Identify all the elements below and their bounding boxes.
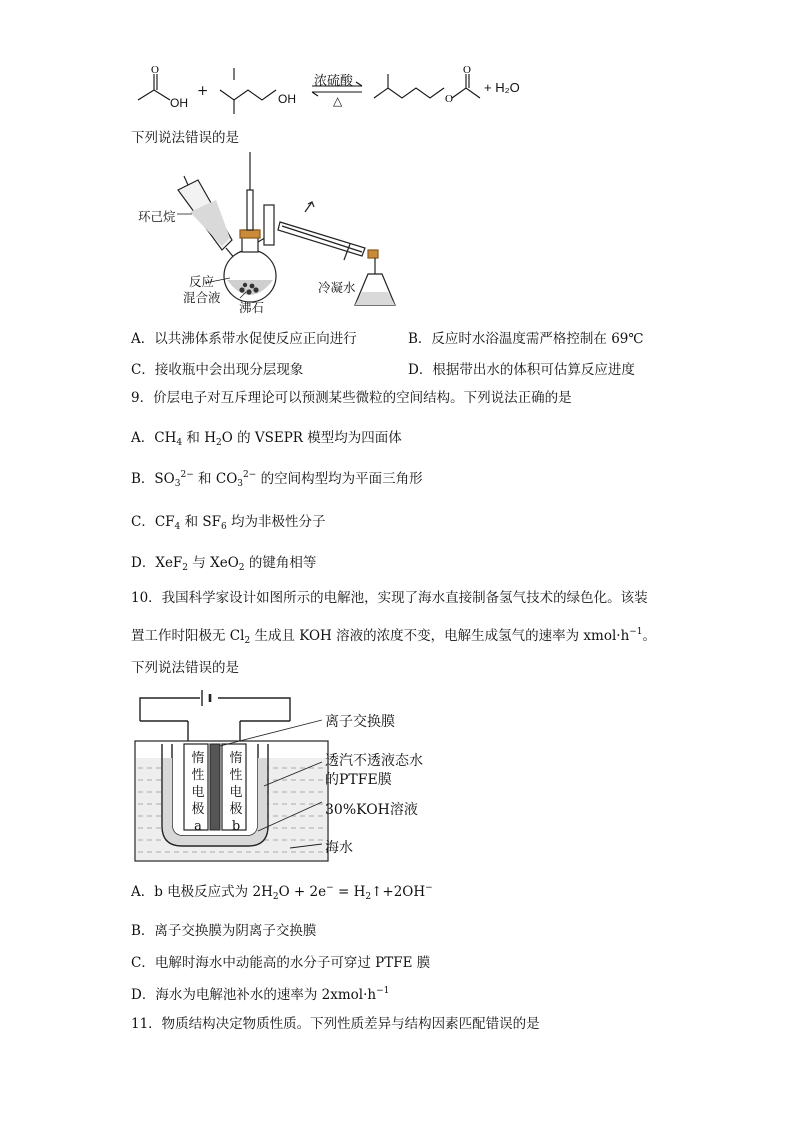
label-seawater: 海水 [325,840,353,856]
acetic-acid-o: O [151,64,159,76]
plus-sign: + [197,83,209,99]
isoamyl-acetate-skeleton [374,74,480,98]
acetic-acid-skeleton [138,74,170,100]
q9-option-a: A．$CH_4$ 和 $H_2O$ 的 VSEPR 模型均为四面体 [131,430,402,448]
q9-stem: 9．价层电子对互斥理论可以预测某些微粒的空间结构。下列说法正确的是 [131,390,572,406]
ester-carbonyl-o: O [463,64,471,76]
q8-stem: 下列说法错误的是 [131,130,239,146]
label-cold-water: 冷凝水 [318,280,356,295]
label-boiling-stone: 沸石 [239,300,265,315]
label-cyclohexane: 环己烷 [138,209,176,224]
ion-exchange-membrane [210,744,220,830]
q10-stem: 下列说法错误的是 [131,660,239,676]
q11-stem: 11．物质结构决定物质性质。下列性质差异与结构因素匹配错误的是 [131,1016,540,1032]
q9-option-c: C．$CF_4$ 和 $SF_6$ 均为非极性分子 [131,514,326,532]
alcohol-oh: OH [278,92,296,106]
acetic-acid-oh: OH [170,96,188,110]
label-koh: 30%KOH溶液 [325,802,418,818]
q8-option-d: D．根据带出水的体积可估算反应进度 [408,362,635,378]
wire-left [140,698,200,721]
q10-line-2: 置工作时阳极无 $Cl_2$ 生成且 KOH 溶液的浓度不变，电解生成氢气的速率为 $xmol\cdot h^{-1}$。 [131,627,657,646]
q8-option-c: C．接收瓶中会出现分层现象 [131,362,304,378]
distillation-apparatus [130,150,410,310]
label-ptfe-2: 的PTFE膜 [325,772,392,788]
ester-o-bridge: O [445,93,453,105]
q8-option-a: A．以共沸体系带水促使反应正向进行 [131,331,357,347]
label-ion-membrane: 离子交换膜 [325,714,395,730]
label-reaction-2: 混合液 [183,290,221,305]
label-ptfe-1: 透汽不透液态水 [325,753,423,769]
q10-option-b: B．离子交换膜为阴离子交换膜 [131,923,317,939]
q9-option-d: D．XeF$_2$ 与 XeO$_2$ 的键角相等 [131,555,317,573]
heat-symbol: △ [333,94,343,108]
wire-right [218,698,290,721]
isoamyl-alcohol-skeleton [220,68,276,114]
electrode-b-label: 惰 性 电 极 b [229,751,243,834]
label-reaction-1: 反应 [189,274,215,289]
catalyst-label: 浓硫酸 [314,74,354,89]
q9-option-b: B．$SO_3^{2-}$ 和 $CO_3^{2-}$ 的空间构型均为平面三角形 [131,470,423,489]
electrode-a-label: 惰 性 电 极 a [191,751,205,834]
q8-option-b: B．反应时水浴温度需严格控制在 69℃ [408,331,644,347]
q10-line-1: 10．我国科学家设计如图所示的电解池，实现了海水直接制备氢气技术的绿色化。该装 [131,590,648,606]
q10-option-d: D．海水为电解池补水的速率为 $2xmol\cdot h^{-1}$ [131,986,390,1003]
q10-option-c: C．电解时海水中动能高的水分子可穿过 PTFE 膜 [131,955,431,971]
water-product: + H₂O [484,80,520,95]
q10-option-a: A．b 电极反应式为 $2H_2O + 2e^-$ = $H_2↑+2OH^-$ [131,883,433,902]
